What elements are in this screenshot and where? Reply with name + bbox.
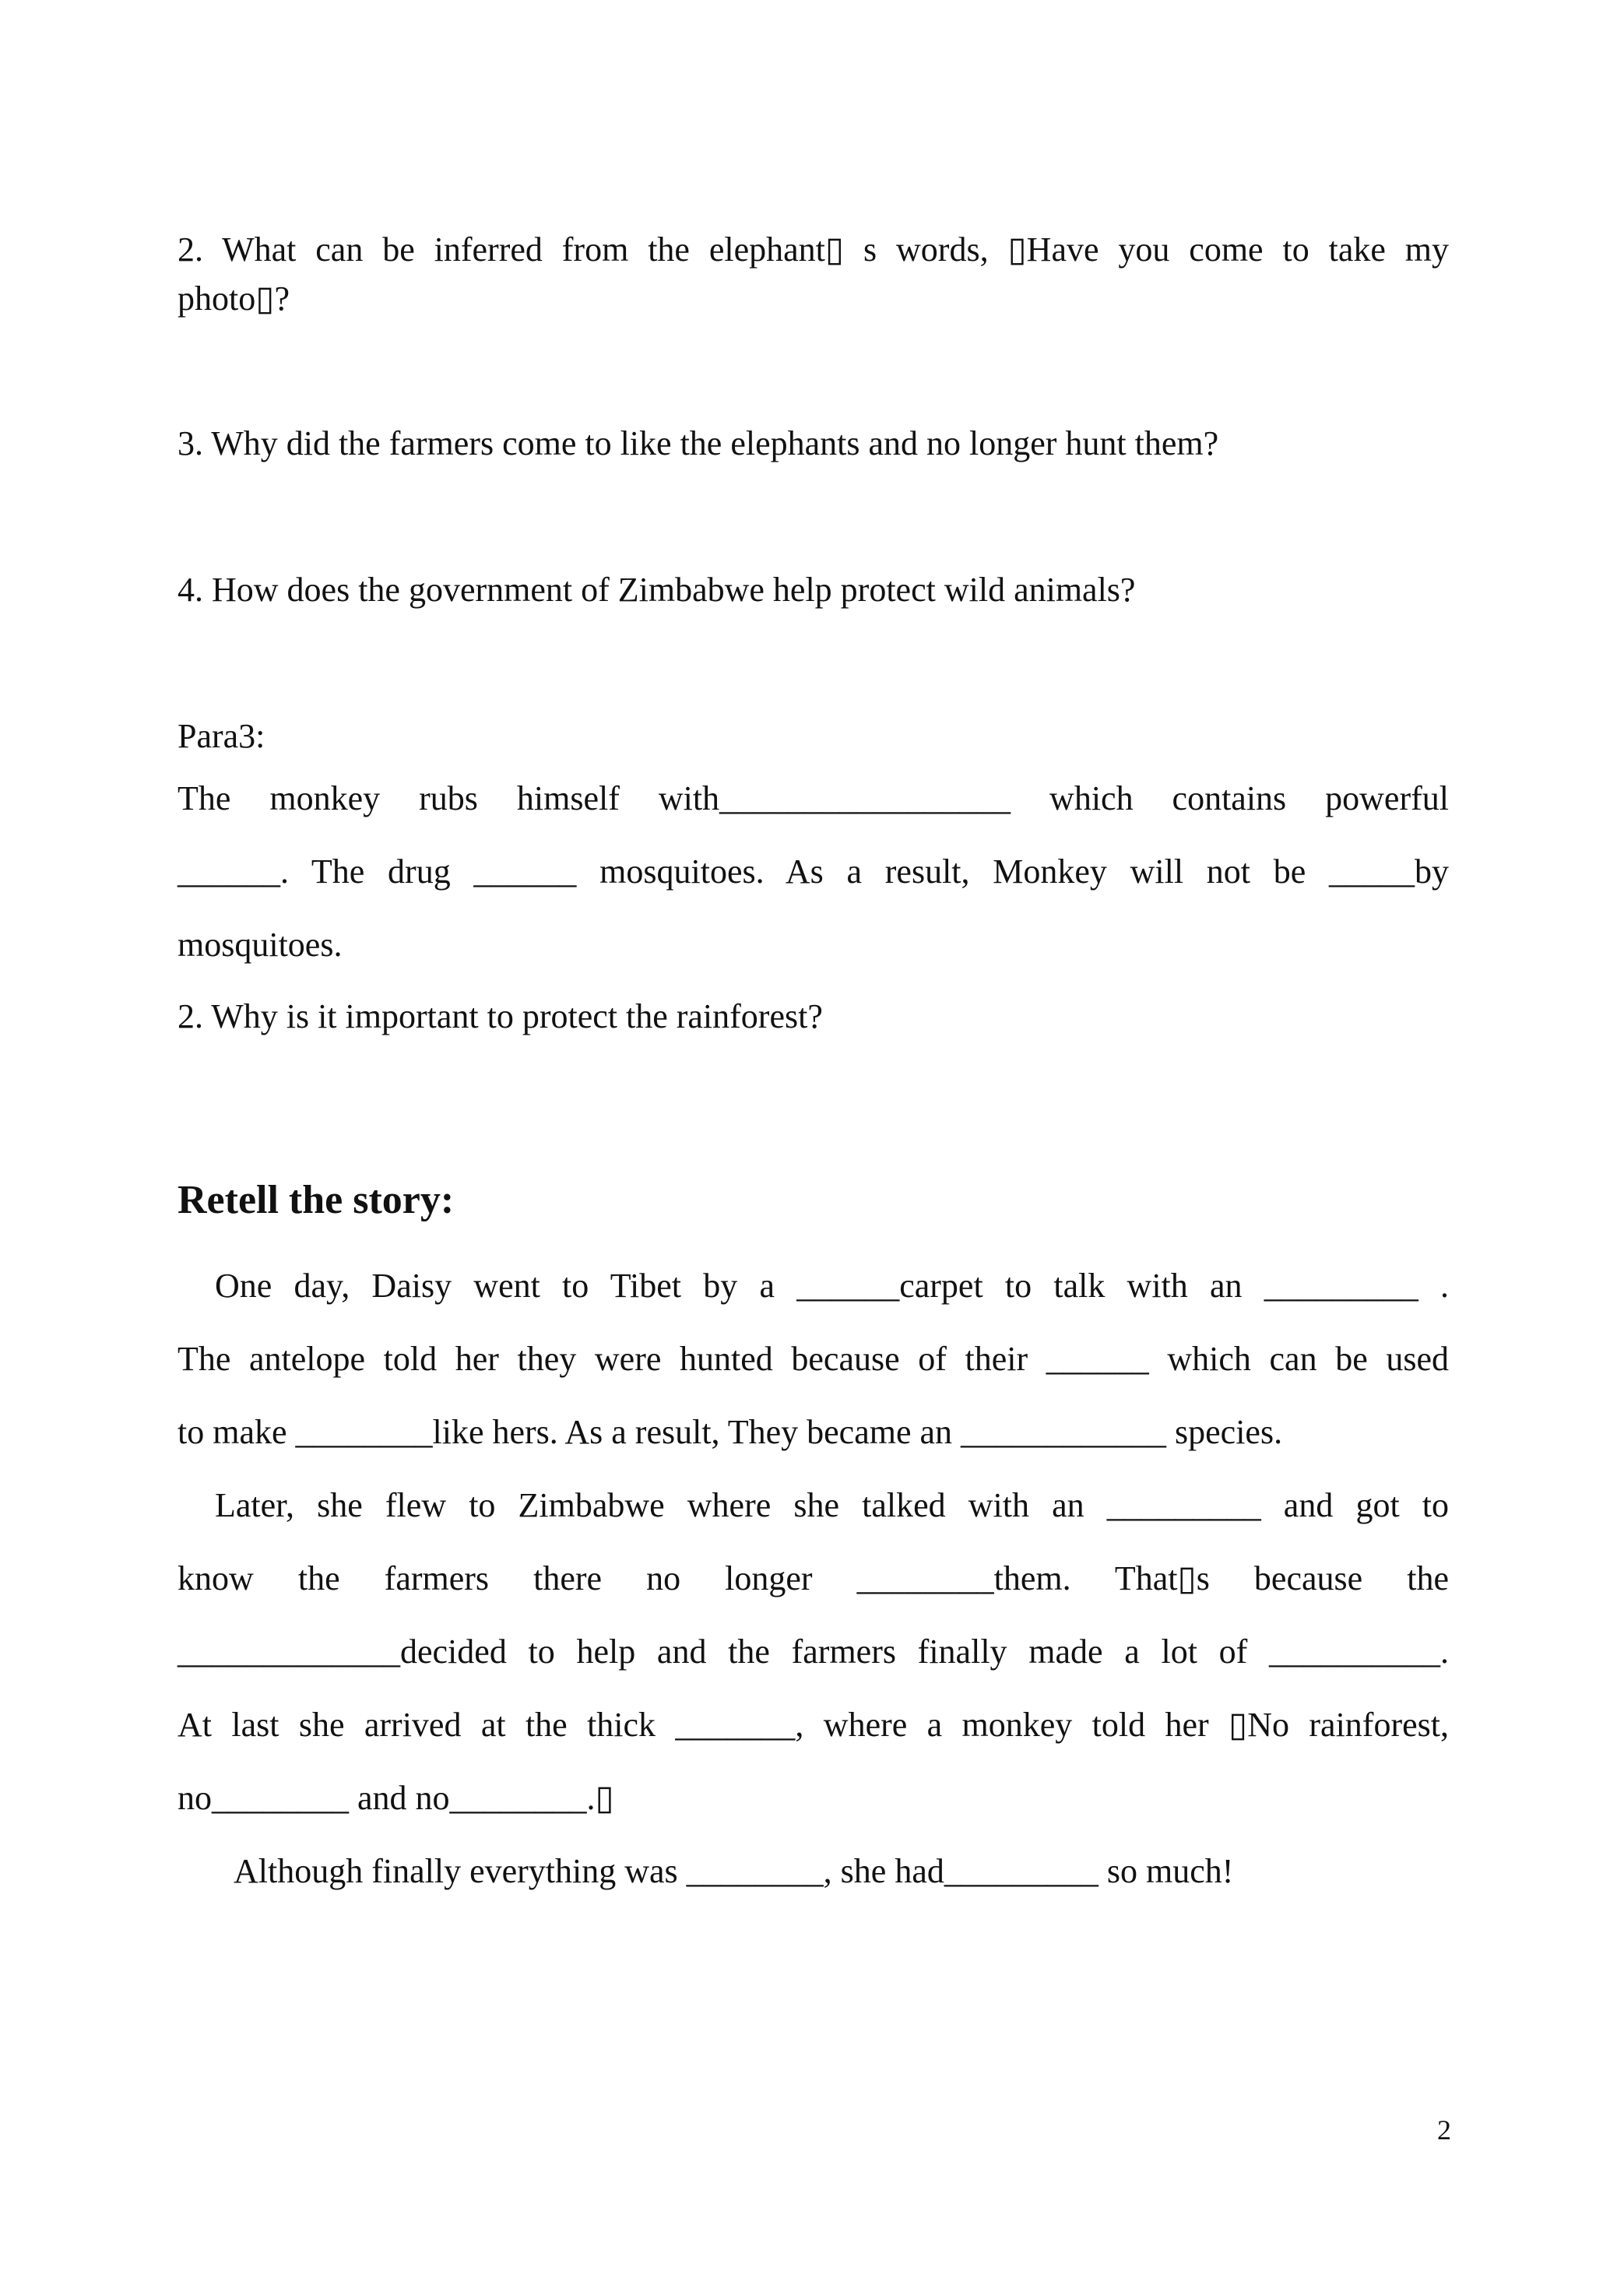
retell-line-5: know the farmers there no longer ________them. That▯s because the: [178, 1559, 1449, 1597]
question-2-line-2: photo▯?: [178, 279, 290, 318]
question-3: 3. Why did the farmers come to like the elephants and no longer hunt them?: [178, 424, 1219, 462]
retell-line-3: to make ________like hers. As a result, They became an ____________ species.: [178, 1413, 1283, 1451]
para3-fill-line-3: mosquitoes.: [178, 926, 343, 964]
retell-line-9: Although finally everything was ________, she had_________ so much!: [234, 1852, 1234, 1890]
question-4: 4. How does the government of Zimbabwe help protect wild animals?: [178, 571, 1136, 609]
retell-line-8: no________ and no________.▯: [178, 1779, 614, 1817]
retell-heading: Retell the story:: [178, 1178, 455, 1222]
retell-line-6: _____________decided to help and the farmers finally made a lot of __________.: [178, 1633, 1449, 1671]
retell-line-1: One day, Daisy went to Tibet by a ______carpet to talk with an _________ .: [215, 1267, 1449, 1305]
para3-fill-line-1: The monkey rubs himself with_________________ which contains powerful: [178, 779, 1449, 817]
para3-question-2: 2. Why is it important to protect the rainforest?: [178, 997, 823, 1035]
retell-line-4: Later, she flew to Zimbabwe where she talked with an _________ and got to: [215, 1486, 1449, 1524]
question-2-line-1: 2. What can be inferred from the elephant▯ s words, ▯Have you come to take my: [178, 230, 1449, 269]
retell-line-2: The antelope told her they were hunted because of their ______ which can be used: [178, 1340, 1449, 1378]
retell-line-7: At last she arrived at the thick _______, where a monkey told her ▯No rainforest,: [178, 1706, 1449, 1744]
page-number: 2: [1437, 2114, 1451, 2146]
para3-label: Para3:: [178, 717, 265, 755]
para3-fill-line-2: ______. The drug ______ mosquitoes. As a result, Monkey will not be _____by: [178, 852, 1449, 891]
